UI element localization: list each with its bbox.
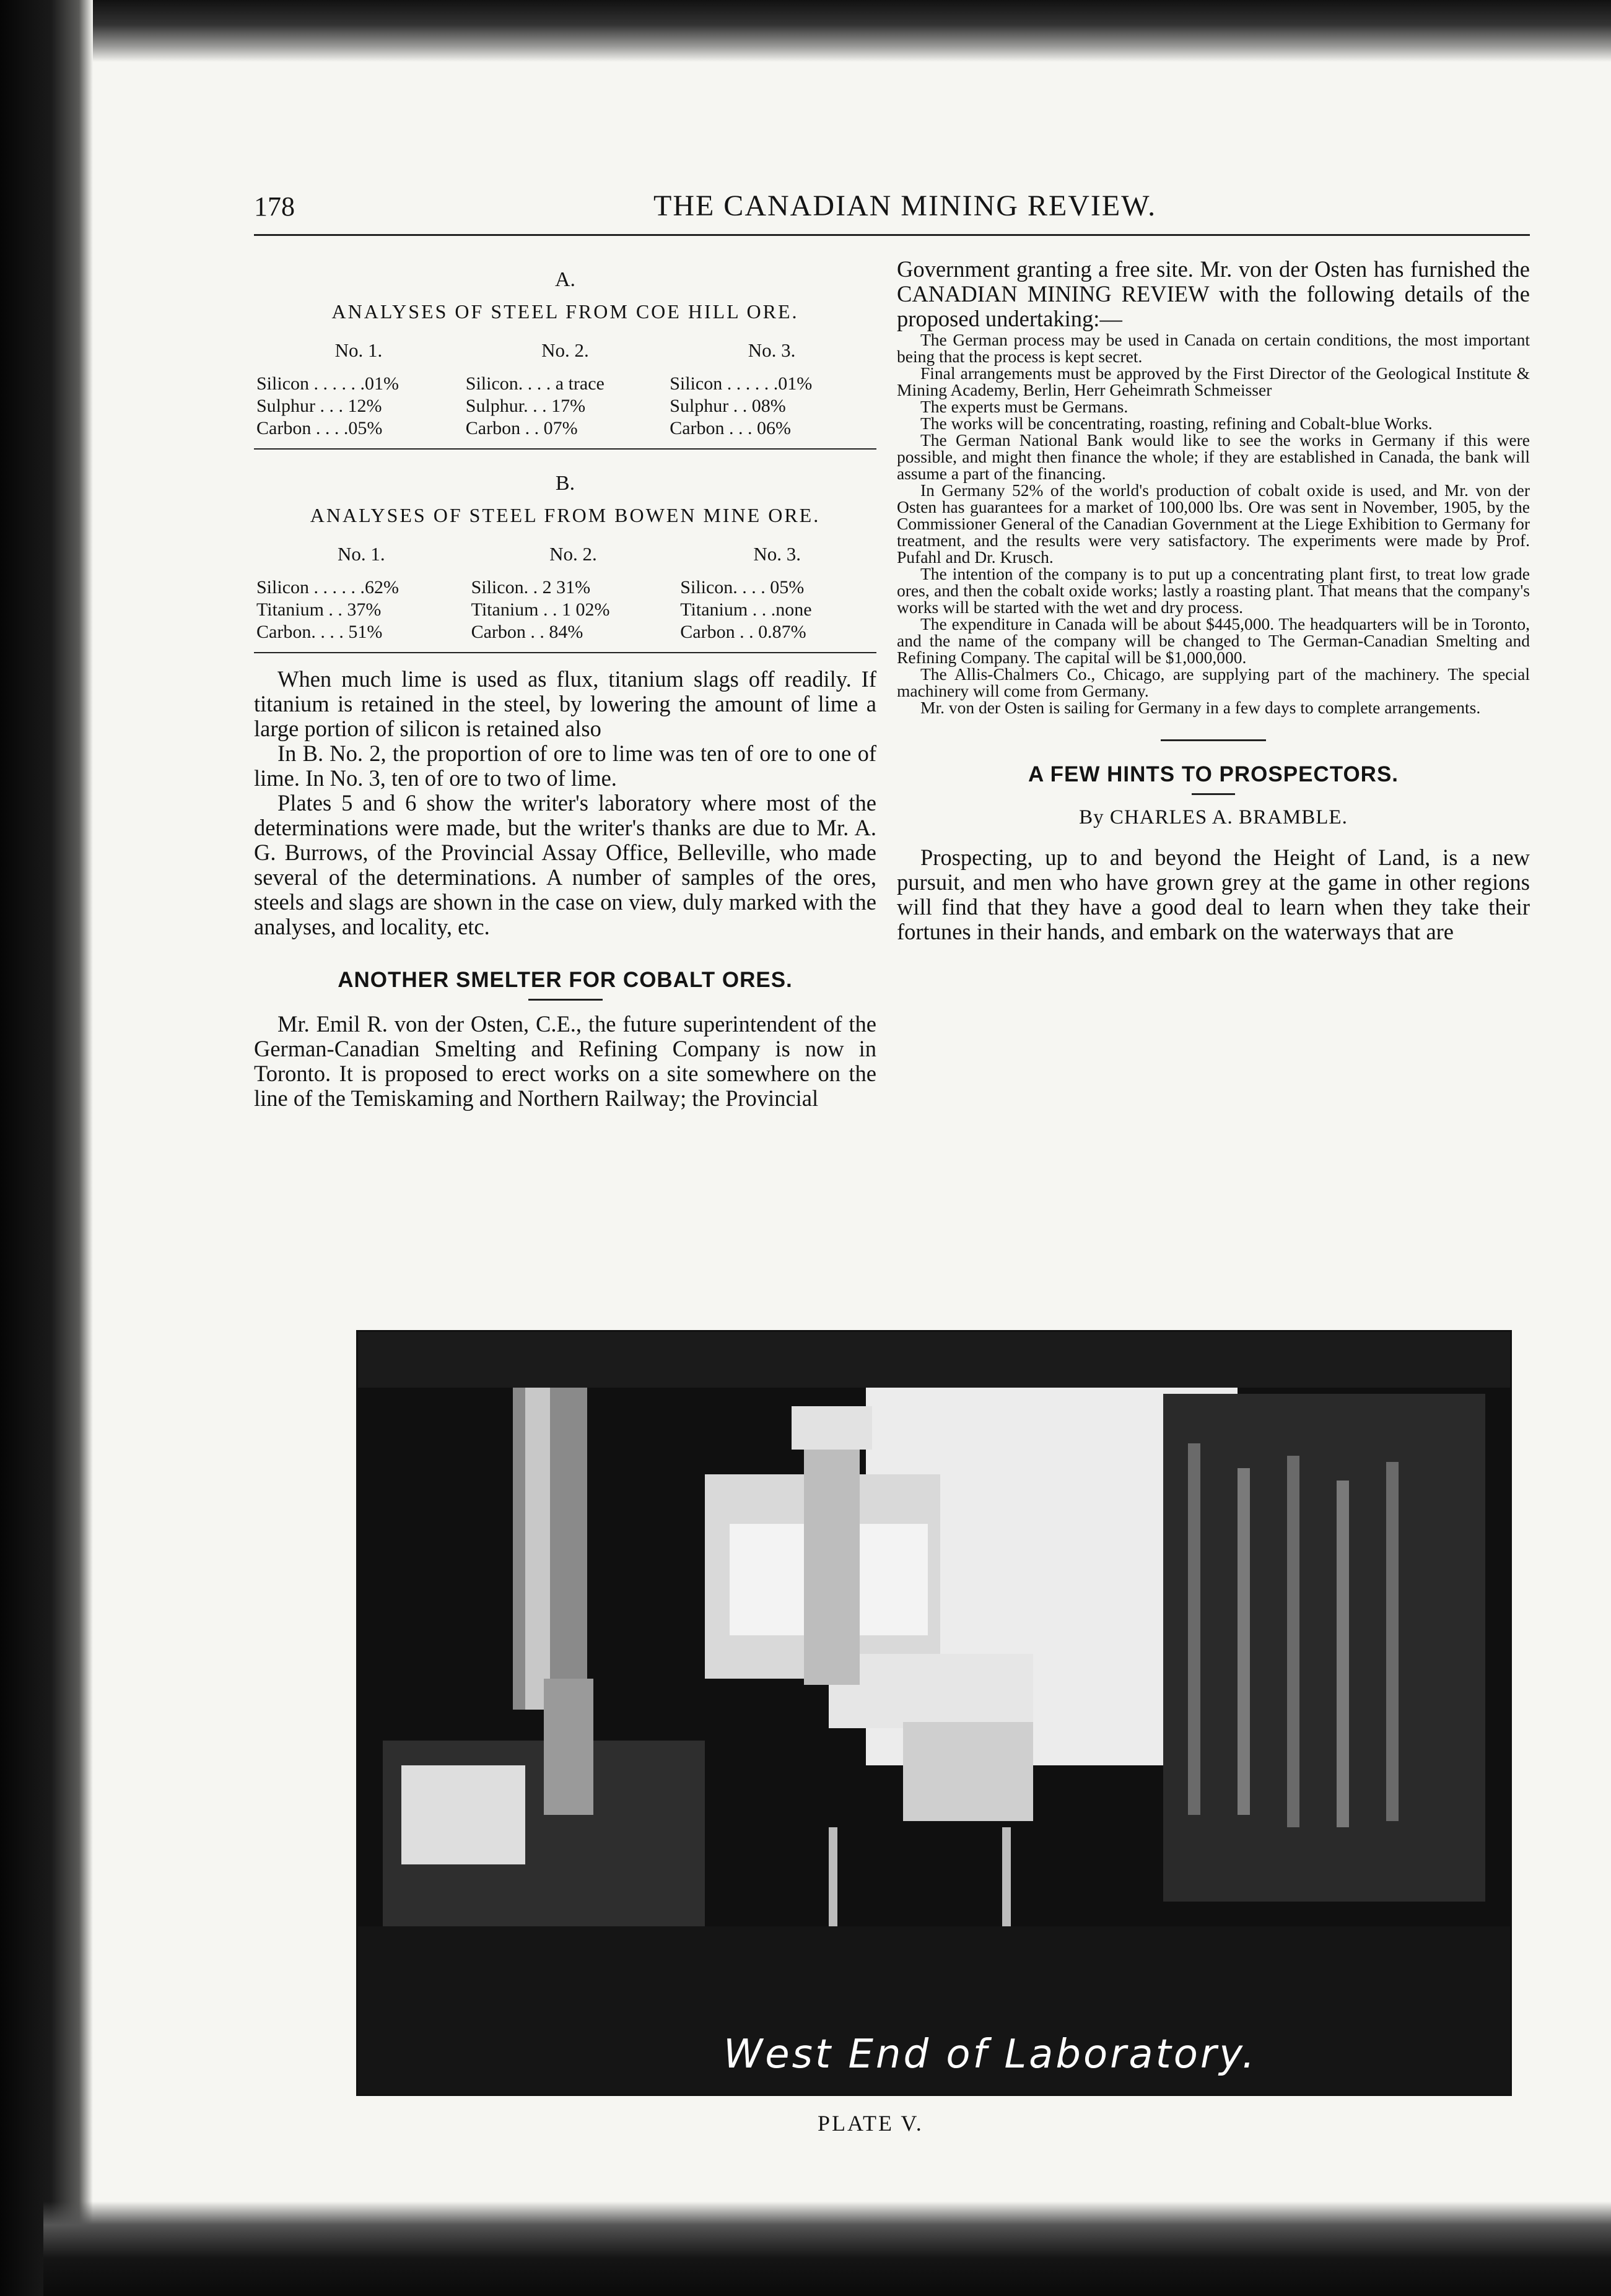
table-cell: Carbon . . 07% bbox=[465, 418, 578, 438]
running-head: THE CANADIAN MINING REVIEW. bbox=[653, 189, 1157, 222]
body-paragraph: Government granting a free site. Mr. von der Osten has furnished the CANADIAN MINING REVIEW with the following details of the proposed undertaking:— bbox=[897, 256, 1530, 331]
table-cell: Silicon. . . . a trace bbox=[465, 373, 605, 394]
table-header-row bbox=[254, 543, 876, 576]
table-row bbox=[254, 417, 876, 440]
table-cell: Sulphur . . . 12% bbox=[256, 396, 382, 416]
photo-illustration bbox=[358, 1332, 1510, 2094]
table-cell: Silicon. . 2 31% bbox=[471, 577, 591, 598]
section-letter-a: A. bbox=[554, 268, 576, 291]
table-cell: Silicon . . . . . .01% bbox=[670, 373, 813, 394]
table-cell: Silicon . . . . . .01% bbox=[256, 373, 399, 394]
detail-paragraph: The Allis-Chalmers Co., Chicago, are supplying part of the machinery. The special machinery will come from Germany. bbox=[897, 664, 1530, 700]
table-row bbox=[254, 599, 876, 621]
detail-paragraph: Final arrangements must be approved by the First Director of the Geological Institute & Mining Academy, Berlin, Herr Geheimrath Schmeisser bbox=[897, 363, 1530, 399]
article-heading-smelter: ANOTHER SMELTER FOR COBALT ORES. bbox=[338, 968, 793, 992]
table-cell: Carbon . . . .05% bbox=[256, 418, 383, 438]
column-header: No. 3. bbox=[753, 543, 801, 565]
detail-paragraph: The German process may be used in Canada on certain conditions, the most important being that the process is kept secret. bbox=[897, 330, 1530, 366]
detail-paragraph: The expenditure in Canada will be about $445,000. The headquarters will be in Toronto, and the name of the company will be changed to The German-Canadian Smelting and Refining Company. The capital will be $1,000,000. bbox=[897, 614, 1530, 667]
body-paragraph: Mr. Emil R. von der Osten, C.E., the future superintendent of the German-Canadian Smelting and Refining Company is now in Toronto. It is proposed to erect works on a site somewhere on the line of the Temiskaming and Northern Railway; the Provincial bbox=[254, 1011, 876, 1111]
scan-shadow-left bbox=[0, 0, 93, 2296]
analysis-table-a bbox=[254, 339, 876, 440]
table-cell: Carbon . . . 06% bbox=[670, 418, 791, 438]
column-header: No. 1. bbox=[337, 543, 385, 565]
scan-shadow-bottom bbox=[43, 2201, 1611, 2296]
table-row bbox=[254, 373, 876, 395]
column-header: No. 1. bbox=[334, 339, 383, 361]
detail-paragraph: The experts must be Germans. bbox=[920, 397, 1129, 416]
section-rule bbox=[1161, 739, 1266, 741]
page-number: 178 bbox=[254, 191, 295, 222]
table-header-row bbox=[254, 339, 876, 373]
right-column bbox=[897, 257, 1530, 944]
table-cell: Sulphur. . . 17% bbox=[465, 396, 586, 416]
detail-paragraph: Mr. von der Osten is sailing for Germany in a few days to complete arrangements. bbox=[920, 698, 1481, 717]
table-b-title: ANALYSES OF STEEL FROM BOWEN MINE ORE. bbox=[310, 504, 821, 526]
table-cell: Titanium . . 1 02% bbox=[471, 599, 610, 620]
body-paragraph: In B. No. 2, the proportion of ore to lime was ten of ore to one of lime. In No. 3, ten of ore to two of lime. bbox=[254, 741, 876, 791]
left-column bbox=[254, 257, 876, 1111]
table-cell: Sulphur . . 08% bbox=[670, 396, 786, 416]
detail-paragraph: The German National Bank would like to see the works in Germany if this were possible, and might then finance the whole; if they are established in Canada, the bank will assume a part of the financing. bbox=[897, 430, 1530, 483]
body-paragraph: When much lime is used as flux, titanium slags off readily. If titanium is retained in the steel, by lowering the amount of lime a large portion of silicon is retained also bbox=[254, 666, 876, 741]
photo-inscription: West End of Laboratory. bbox=[723, 2032, 1257, 2077]
table-cell: Titanium . . .none bbox=[680, 599, 812, 620]
laboratory-photo bbox=[356, 1330, 1512, 2096]
table-rule bbox=[254, 448, 876, 450]
detail-paragraph: The intention of the company is to put up a concentrating plant first, to treat low grade ores, and then the cobalt oxide works; lastly a roasting plant. That means that the company's works will be started with the wet and dry process. bbox=[897, 564, 1530, 617]
table-cell: Carbon . . 0.87% bbox=[680, 622, 806, 642]
table-row bbox=[254, 621, 876, 643]
column-header: No. 3. bbox=[748, 339, 796, 361]
article-heading-hints: A FEW HINTS TO PROSPECTORS. bbox=[1028, 762, 1399, 786]
heading-rule bbox=[528, 999, 603, 1001]
heading-rule bbox=[1192, 793, 1235, 795]
table-row bbox=[254, 576, 876, 599]
table-cell: Silicon. . . . 05% bbox=[680, 577, 805, 598]
body-paragraph: Plates 5 and 6 show the writer's laboratory where most of the determinations were made, but the writer's thanks are due to Mr. A. G. Burrows, of the Provincial Assay Office, Belleville, who made several of the determinations. A number of samples of the ores, steels and slags are shown in the case on view, duly marked with the analyses, and locality, etc. bbox=[254, 790, 876, 939]
table-a-title: ANALYSES OF STEEL FROM COE HILL ORE. bbox=[331, 300, 799, 323]
section-letter-b: B. bbox=[555, 472, 575, 495]
header-rule bbox=[254, 234, 1530, 236]
detail-paragraph: In Germany 52% of the world's production of cobalt oxide is used, and Mr. von der Osten has guarantees for a market of 100,000 lbs. Ore was sent in November, 1905, by the Commissioner General of the Canadian Government at the Liege Exhibition to Germany for treatment, and the results were very satisfactory. The experiments were made by Prof. Pufahl and Dr. Krusch. bbox=[897, 481, 1530, 567]
table-cell: Carbon. . . . 51% bbox=[256, 622, 383, 642]
table-row bbox=[254, 395, 876, 417]
table-cell: Carbon . . 84% bbox=[471, 622, 583, 642]
byline: By CHARLES A. BRAMBLE. bbox=[1079, 806, 1348, 828]
column-header: No. 2. bbox=[541, 339, 589, 361]
scan-shadow-top bbox=[93, 0, 1611, 62]
detail-paragraph: The works will be concentrating, roasting, refining and Cobalt-blue Works. bbox=[920, 414, 1433, 433]
column-header: No. 2. bbox=[549, 543, 597, 565]
table-cell: Silicon . . . . . .62% bbox=[256, 577, 399, 598]
plate-caption: PLATE V. bbox=[818, 2111, 923, 2136]
body-paragraph: Prospecting, up to and beyond the Height of Land, is a new pursuit, and men who have grown grey at the game in other regions will find that they have a good deal to learn when they take their fortunes in their hands, and embark on the waterways that are bbox=[897, 845, 1530, 944]
analysis-table-b bbox=[254, 543, 876, 643]
table-cell: Titanium . . 37% bbox=[256, 599, 382, 620]
